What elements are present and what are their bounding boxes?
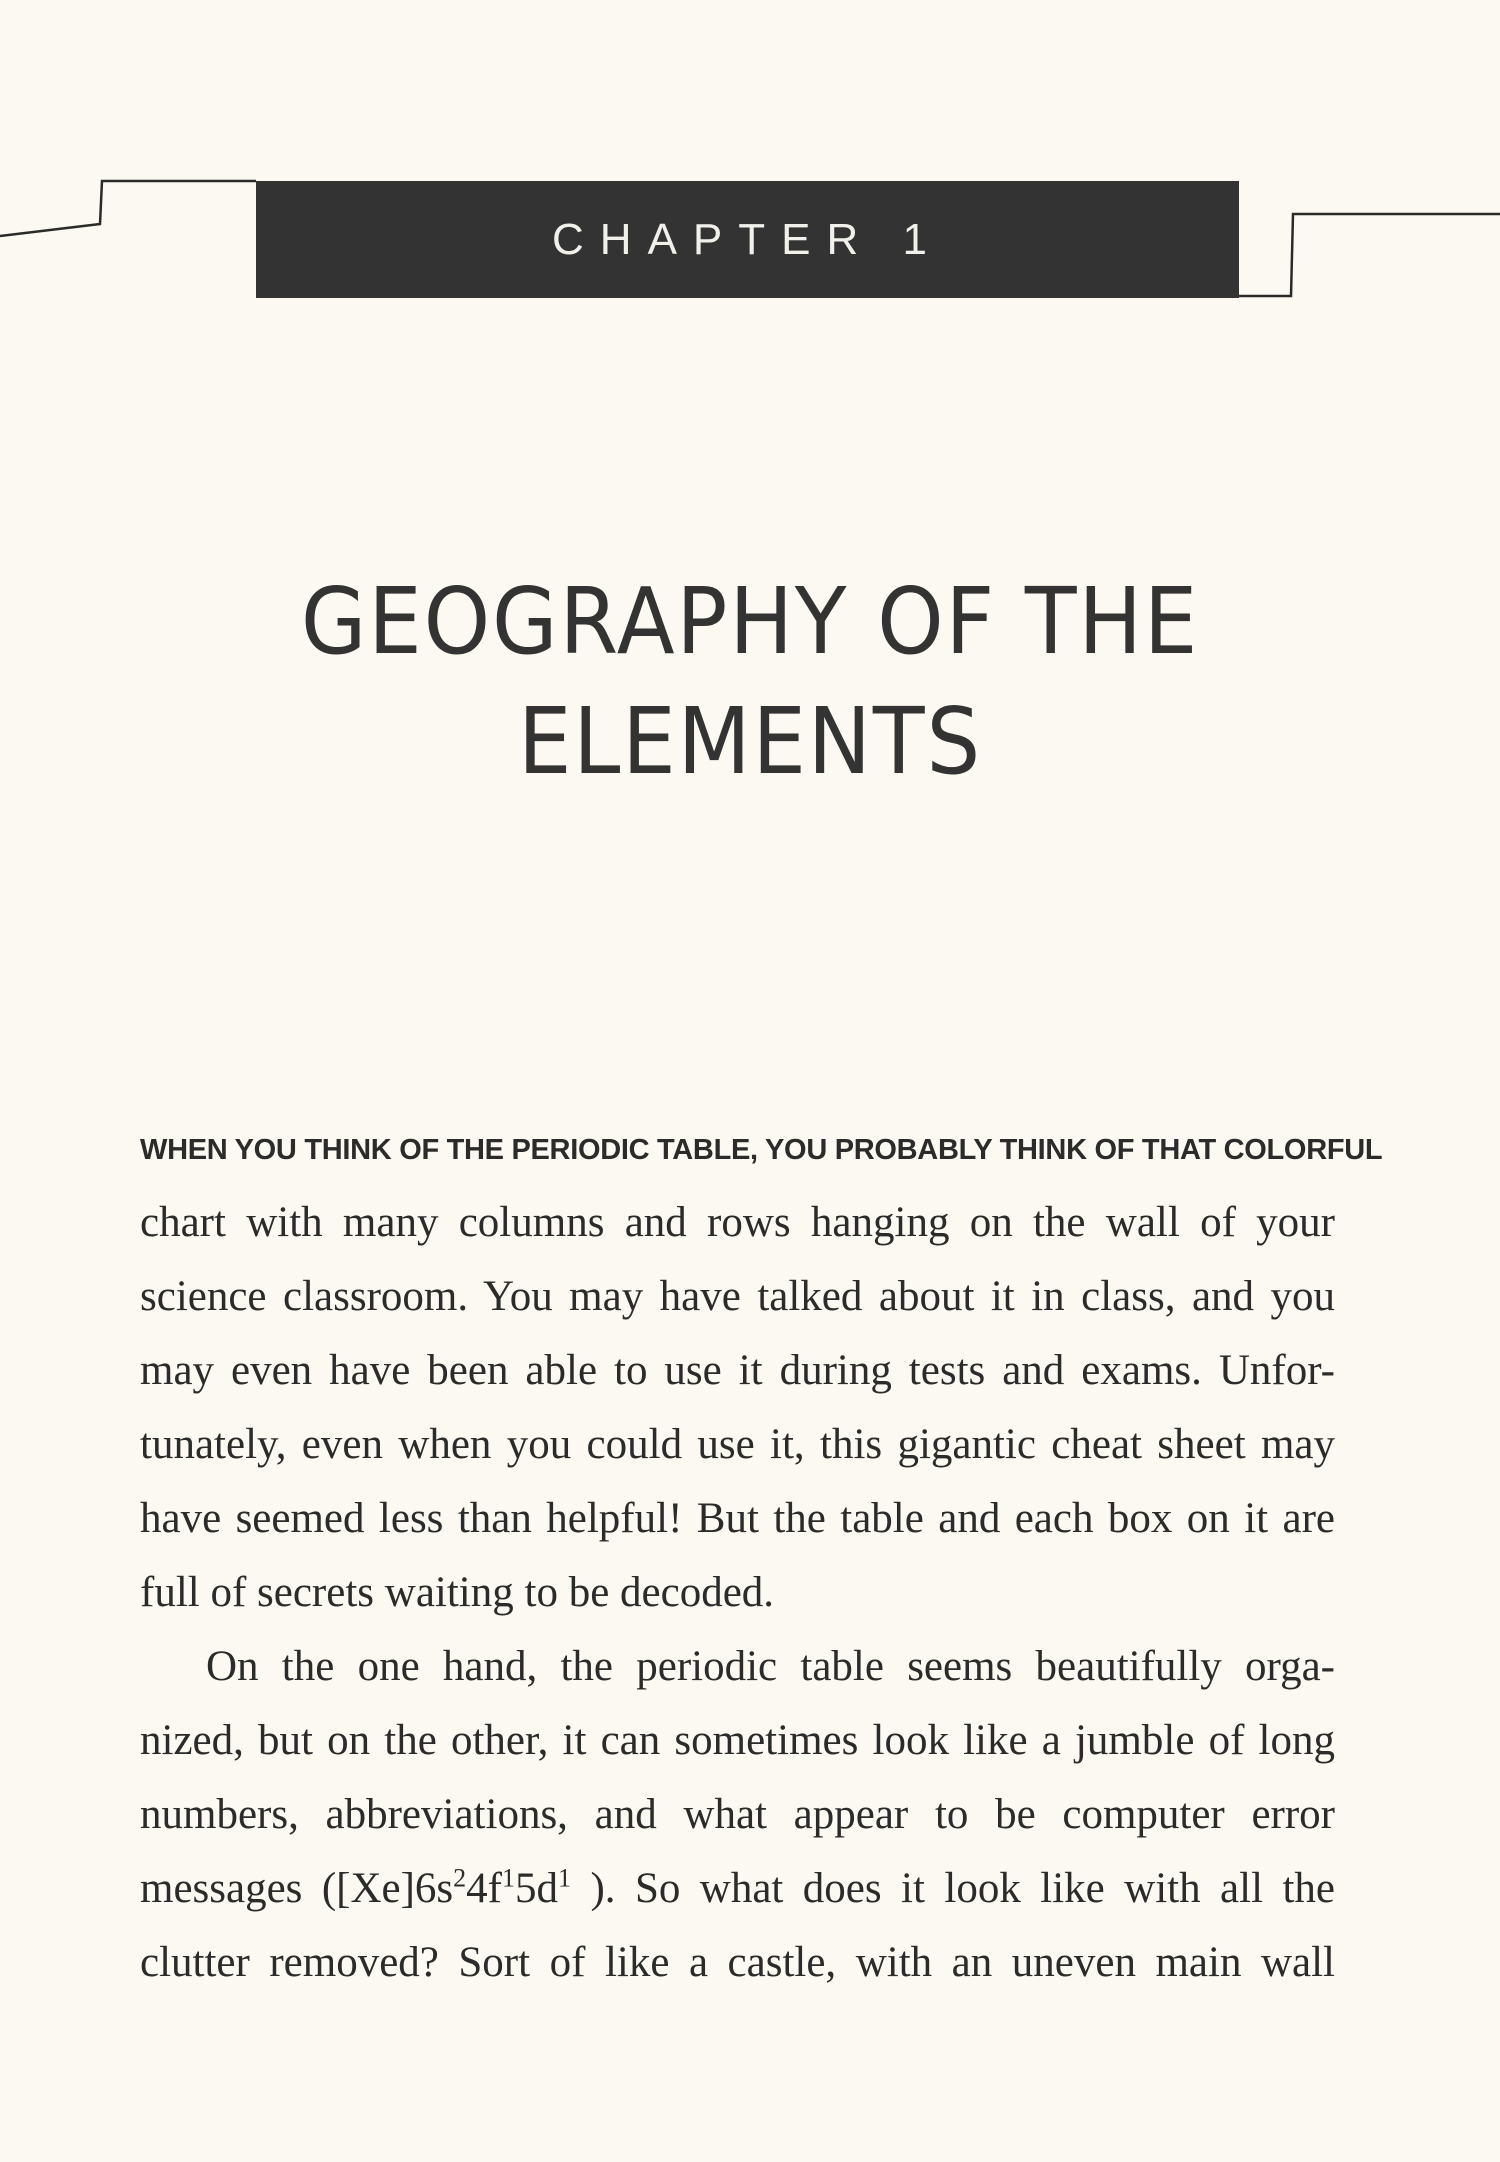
lead-in-text: WHEN YOU THINK OF THE PERIODIC TABLE, YOU PROBABLY THINK OF THAT COLORFUL [140,1134,1383,1166]
paragraph-1 [140,1186,1335,1630]
paragraph-line: may even have been able to use it during tests and exams. Unfor- [140,1347,1335,1394]
formula-superscript: 2 [453,1863,467,1893]
paragraph-line: nized, but on the other, it can sometimes look like a jumble of long [140,1717,1335,1764]
chapter-title-line-2: ELEMENTS [517,688,983,795]
paragraph-line: numbers, abbreviations, and what appear to be computer error [140,1791,1335,1838]
paragraph-line: chart with many columns and rows hanging on the wall of your [140,1199,1335,1246]
paragraph-line: have seemed less than helpful! But the table and each box on it are [140,1495,1335,1542]
paragraph-line: full of secrets waiting to be decoded. [140,1569,775,1616]
chapter-title [60,562,1440,802]
formula-superscript: 1 [558,1863,571,1893]
chapter-banner [256,181,1239,298]
paragraph-2 [140,1630,1335,2000]
formula-text: 5d [515,1865,558,1912]
paragraph-line: On the one hand, the periodic table seems beautifully orga- [206,1643,1335,1690]
formula-text: messages ([Xe]6s [140,1865,454,1912]
formula-text: 4f [466,1865,502,1912]
body-text [140,1120,1383,2000]
chapter-label: CHAPTER 1 [552,214,943,264]
formula-superscript: 1 [502,1863,515,1893]
paragraph-line: science classroom. You may have talked about it in class, and you [140,1273,1335,1320]
paragraph-line-formula [140,1852,1335,1926]
formula-text: ). So what does it look like with all the [590,1865,1335,1912]
paragraph-line: tunately, even when you could use it, this gigantic cheat sheet may [140,1421,1335,1468]
paragraph-line: clutter removed? Sort of like a castle, with an uneven main wall [140,1939,1335,1986]
chapter-title-line-1: GEOGRAPHY OF THE [300,568,1200,675]
